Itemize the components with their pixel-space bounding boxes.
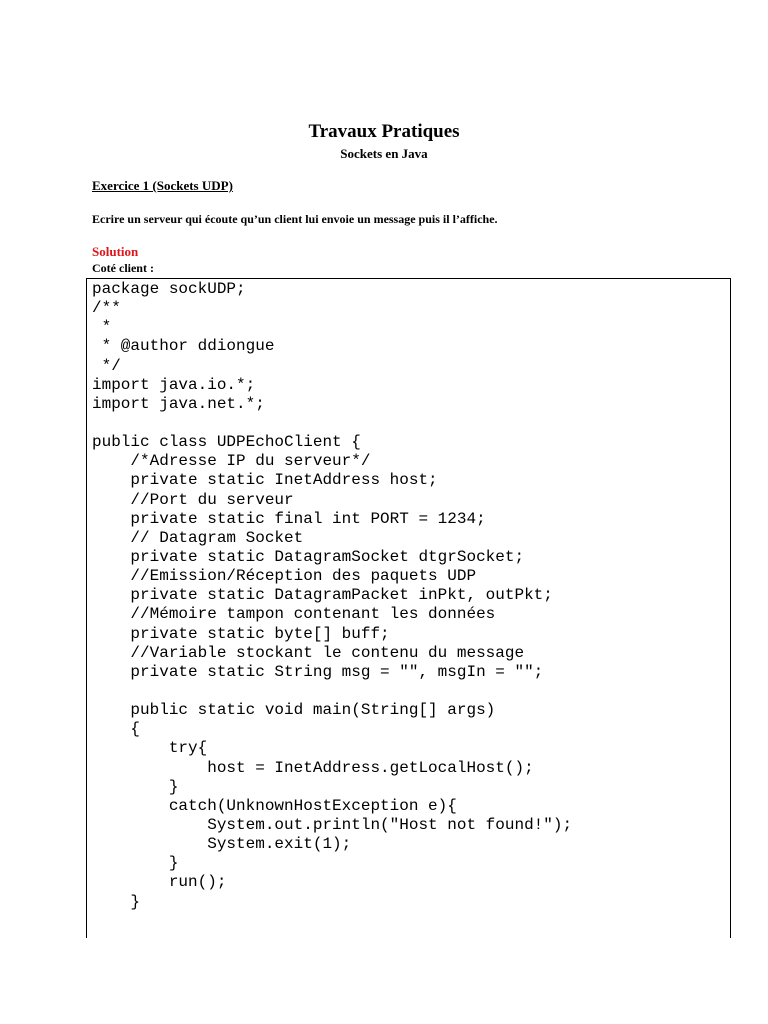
page-title: Travaux Pratiques	[308, 121, 460, 142]
code-line: run();	[92, 873, 227, 892]
code-line: // Datagram Socket	[92, 528, 304, 547]
code-line: //Mémoire tampon contenant les données	[92, 605, 496, 624]
code-line: private static DatagramPacket inPkt, outPkt;	[92, 586, 553, 605]
code-line: //Port du serveur	[92, 490, 294, 509]
page-subtitle: Sockets en Java	[340, 146, 428, 161]
code-line: private static DatagramSocket dtgrSocket;	[92, 547, 525, 566]
client-side-label: Coté client :	[92, 261, 154, 275]
code-line: public class UDPEchoClient {	[92, 433, 361, 452]
exercise-instructions: Ecrire un serveur qui écoute qu’un client lui envoie un message puis il l’affiche.	[92, 212, 498, 226]
code-line: * @author ddiongue	[92, 337, 275, 356]
code-line: }	[92, 854, 179, 873]
code-line: private static String msg = "", msgIn = "";	[92, 662, 544, 681]
code-line: */	[92, 356, 121, 375]
code-line: private static InetAddress host;	[92, 471, 438, 490]
code-line: //Emission/Réception des paquets UDP	[92, 567, 477, 586]
code-line: try{	[92, 739, 208, 758]
code-line: catch(UnknownHostException e){	[92, 796, 457, 815]
code-listing	[92, 280, 572, 912]
code-line	[92, 682, 572, 701]
solution-label: Solution	[92, 244, 139, 259]
code-line: }	[92, 777, 179, 796]
code-listing-box	[86, 278, 731, 938]
code-line: import java.net.*;	[92, 394, 265, 413]
code-line: private static byte[] buff;	[92, 624, 390, 643]
code-line: import java.io.*;	[92, 375, 256, 394]
code-line: /**	[92, 299, 121, 318]
code-line: System.out.println("Host not found!");	[92, 815, 573, 834]
exercise-heading: Exercice 1 (Sockets UDP)	[92, 178, 233, 193]
code-line: }	[92, 892, 141, 911]
code-line: package sockUDP;	[92, 280, 246, 298]
code-line: public static void main(String[] args)	[92, 701, 496, 720]
code-line: //Variable stockant le contenu du message	[92, 643, 525, 662]
code-line: *	[92, 318, 112, 337]
code-line: private static final int PORT = 1234;	[92, 509, 486, 528]
code-line: /*Adresse IP du serveur*/	[92, 452, 371, 471]
code-line: {	[92, 720, 141, 739]
code-line	[92, 414, 572, 433]
code-line: host = InetAddress.getLocalHost();	[92, 758, 534, 777]
code-line: System.exit(1);	[92, 835, 352, 854]
